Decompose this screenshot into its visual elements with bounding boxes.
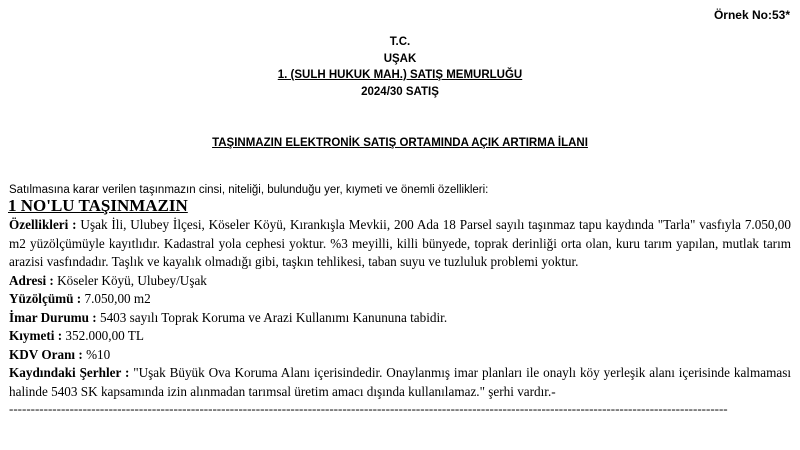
field-label: Kaydındaki Şerhler : — [9, 365, 130, 380]
field-serhler — [9, 364, 791, 401]
field-value: 352.000,00 TL — [62, 328, 144, 343]
separator-line: ---------------------------------------------------------------------------------------------------------------------------------------------------------------------- — [9, 401, 728, 416]
property-details — [9, 216, 791, 417]
header-file-number: 2024/30 SATIŞ — [361, 85, 439, 98]
field-value: Köseler Köyü, Ulubey/Uşak — [53, 272, 207, 288]
header-city: UŞAK — [383, 52, 417, 65]
section-title: 1 NO'LU TAŞINMAZIN — [8, 196, 188, 215]
field-label: KDV Oranı : — [9, 346, 83, 362]
intro-text: Satılmasına karar verilen taşınmazın cinsi, niteliği, bulunduğu yer, kıymeti ve önemli özellikleri: — [9, 184, 489, 196]
field-label: Yüzölçümü : — [9, 291, 82, 306]
header-tc: T.C. — [389, 36, 411, 48]
field-imar — [9, 309, 791, 328]
field-value: 5403 sayılı Toprak Koruma ve Arazi Kullanımı Kanununa tabidir. — [96, 309, 448, 325]
field-label: Adresi : — [9, 272, 54, 288]
field-label: Özellikleri : — [9, 217, 77, 232]
field-kiymeti — [9, 327, 791, 346]
field-value: "Uşak Büyük Ova Koruma Alanı içerisindedir. Onaylanmış imar planları ile onaylı köy yerleşik alanı içerisinde kalmaması halinde 5403 SK kapsamında izin alınmadan tarımsal üretim amacı dışında kullanılamaz." şerhi vardır.- — [9, 365, 791, 399]
field-value: %10 — [82, 346, 111, 362]
field-adresi — [9, 272, 791, 291]
field-label: Kıymeti : — [9, 328, 63, 343]
sample-number: Örnek No:53* — [713, 8, 790, 22]
field-label: İmar Durumu : — [9, 309, 97, 325]
field-value: 7.050,00 m2 — [81, 291, 151, 306]
field-ozellikleri — [9, 216, 791, 272]
field-value: Uşak İli, Ulubey İlçesi, Köseler Köyü, Kırankışla Mevkii, 200 Ada 18 Parsel sayılı taşınmaz tapu kaydında "Tarla" vasfıyla 7.050,00 m2 yüzölçümüyle kayıtlıdır. Kadastral yola cephesi yoktur. %3 meyilli, killi bünyede, toprak derinliği orta olan, kuru tarım yapılan, mutlak tarım arazisi vasfındadır. Taşlık ve kayalık olmadığı gibi, taşkın tehlikesi, taban suyu ve tuzluluk problemi yoktur. — [9, 217, 791, 269]
field-yuzolcumu — [9, 290, 791, 309]
field-kdv — [9, 346, 791, 365]
announcement-title: TAŞINMAZIN ELEKTRONİK SATIŞ ORTAMINDA AÇIK ARTIRMA İLANI — [212, 137, 588, 149]
header-office: 1. (SULH HUKUK MAH.) SATIŞ MEMURLUĞU — [277, 69, 523, 81]
document-header — [0, 34, 800, 100]
